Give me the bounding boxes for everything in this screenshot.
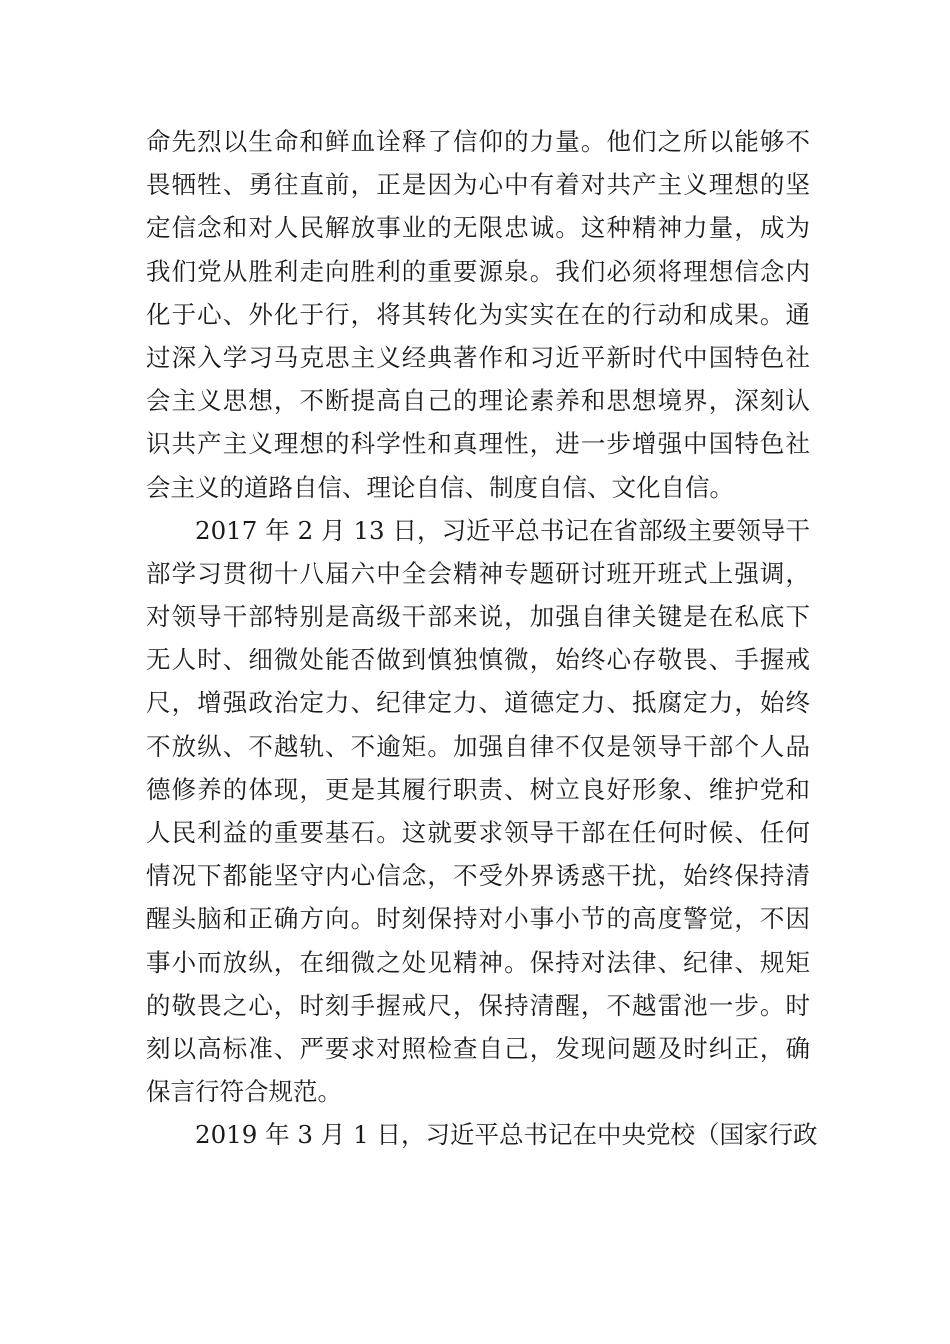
paragraph-line: 过深入学习马克思主义经典著作和习近平新时代中国特色社 bbox=[146, 342, 810, 372]
paragraph-line: 我们党从胜利走向胜利的重要源泉。我们必须将理想信念内 bbox=[146, 256, 810, 286]
paragraph-line: 对领导干部特别是高级干部来说，加强自律关键是在私底下 bbox=[146, 602, 810, 632]
paragraph-line: 刻以高标准、严要求对照检查自己，发现问题及时纠正，确 bbox=[146, 1033, 810, 1063]
paragraph-line: 2019 年 3 月 1 日，习近平总书记在中央党校（国家行政 bbox=[195, 1120, 818, 1150]
paragraph-line: 事小而放纵，在细微之处见精神。保持对法律、纪律、规矩 bbox=[146, 947, 810, 977]
paragraph-line: 命先烈以生命和鲜血诠释了信仰的力量。他们之所以能够不 bbox=[146, 127, 810, 156]
paragraph-line: 情况下都能坚守内心信念，不受外界诱惑干扰，始终保持清 bbox=[146, 861, 810, 891]
paragraph-line: 化于心、外化于行，将其转化为实实在在的行动和成果。通 bbox=[146, 299, 810, 329]
paragraph-line: 德修养的体现，更是其履行职责、树立良好形象、维护党和 bbox=[146, 774, 810, 804]
document-body bbox=[146, 120, 818, 1157]
paragraph-3 bbox=[146, 1113, 818, 1156]
paragraph-line: 醒头脑和正确方向。时刻保持对小事小节的高度警觉，不因 bbox=[146, 904, 810, 934]
paragraph-line: 会主义的道路自信、理论自信、制度自信、文化自信。 bbox=[146, 472, 734, 502]
paragraph-line: 的敬畏之心，时刻手握戒尺，保持清醒，不越雷池一步。时 bbox=[146, 990, 810, 1020]
paragraph-line: 不放纵、不越轨、不逾矩。加强自律不仅是领导干部个人品 bbox=[146, 731, 810, 761]
paragraph-line: 尺，增强政治定力、纪律定力、道德定力、抵腐定力，始终 bbox=[146, 688, 810, 718]
paragraph-line: 人民利益的重要基石。这就要求领导干部在任何时候、任何 bbox=[146, 818, 810, 847]
paragraph-1 bbox=[146, 120, 810, 509]
paragraph-line: 识共产主义理想的科学性和真理性，进一步增强中国特色社 bbox=[146, 429, 810, 459]
paragraph-line: 定信念和对人民解放事业的无限忠诚。这种精神力量，成为 bbox=[146, 213, 810, 243]
paragraph-line: 无人时、细微处能否做到慎独慎微，始终心存敬畏、手握戒 bbox=[146, 645, 810, 675]
paragraph-line: 部学习贯彻十八届六中全会精神专题研讨班开班式上强调， bbox=[146, 558, 810, 588]
paragraph-line: 保言行符合规范。 bbox=[146, 1077, 342, 1107]
paragraph-line: 会主义思想，不断提高自己的理论素养和思想境界，深刻认 bbox=[146, 386, 810, 416]
paragraph-2 bbox=[146, 509, 810, 1114]
paragraph-line: 畏牺牲、勇往直前，正是因为心中有着对共产主义理想的坚 bbox=[146, 170, 810, 200]
paragraph-line: 2017 年 2 月 13 日，习近平总书记在省部级主要领导干 bbox=[195, 515, 810, 545]
